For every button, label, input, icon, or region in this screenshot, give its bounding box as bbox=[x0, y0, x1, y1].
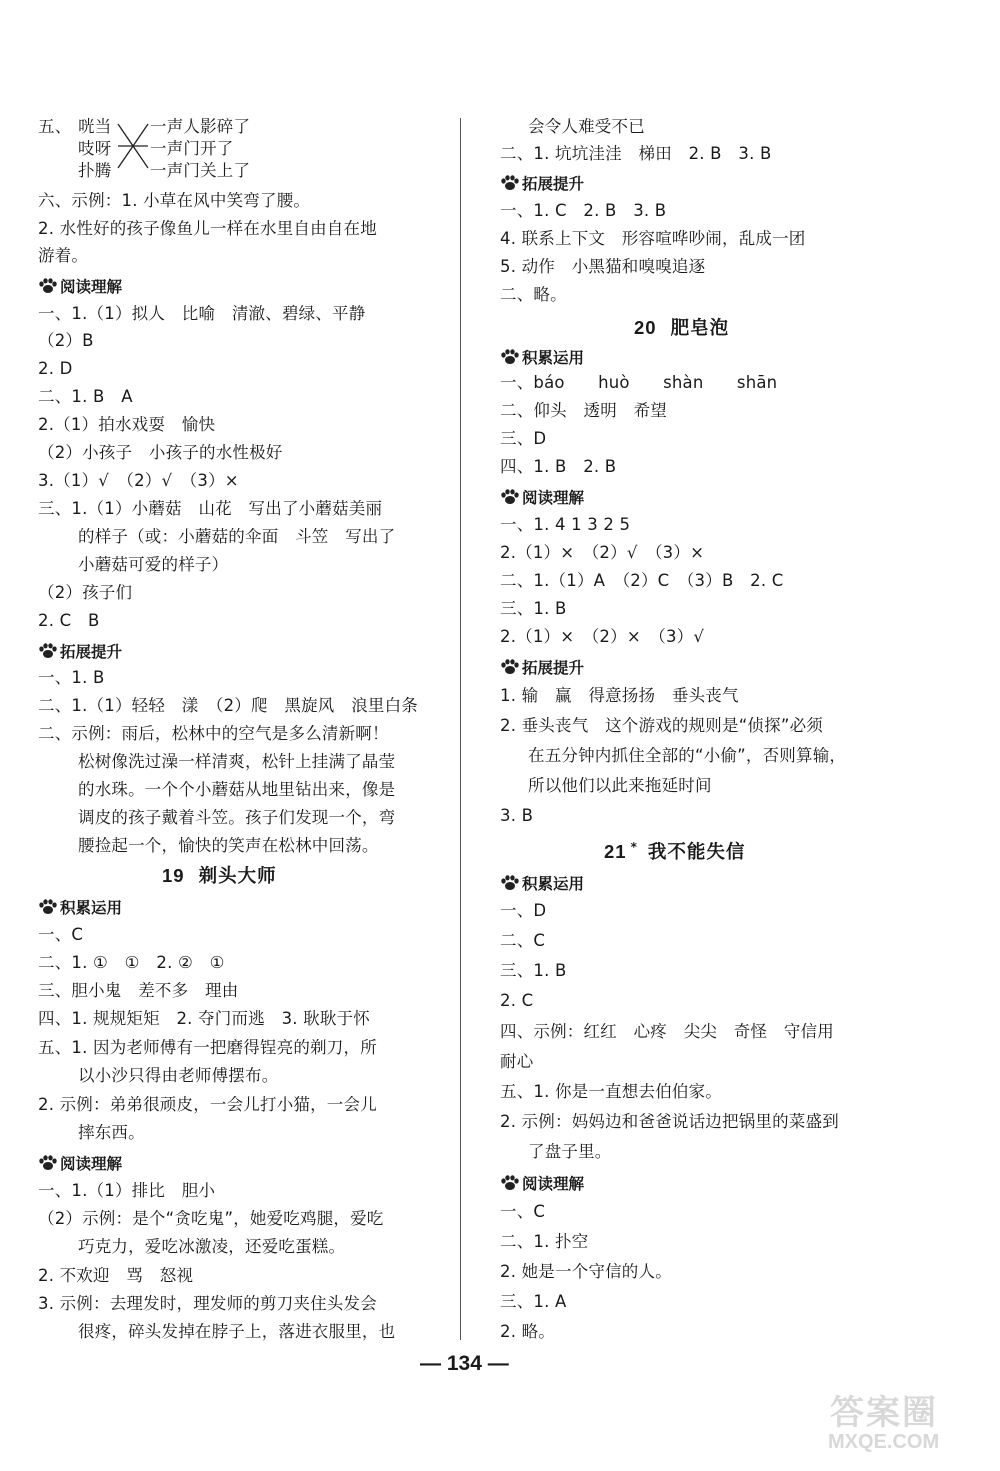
answer-line: 二、略。 bbox=[500, 285, 567, 304]
answer-line: 一、C bbox=[38, 925, 84, 944]
answer-line: 三、胆小鬼 差不多 理由 bbox=[38, 981, 239, 1000]
answer-line: 二、示例：雨后，松林中的空气是多么清新啊！ bbox=[38, 724, 389, 743]
answer-line: 一、1.（1）拟人 比喻 清澈、碧绿、平静 bbox=[38, 304, 366, 323]
section-heading: 阅读理解 bbox=[38, 275, 122, 297]
answer-line: 3.（1）√ （2）√ （3）× bbox=[38, 471, 239, 490]
section-heading: 拓展提升 bbox=[500, 172, 584, 194]
match-phrase: 一声门关上了 bbox=[150, 161, 251, 180]
answer-line: 松树像洗过澡一样清爽，松针上挂满了晶莹 bbox=[78, 752, 396, 771]
answer-line: 1. 输 赢 得意扬扬 垂头丧气 bbox=[500, 686, 739, 705]
answer-line: 三、1.（1）小蘑菇 山花 写出了小蘑菇美丽 bbox=[38, 499, 383, 518]
paw-icon bbox=[500, 1175, 520, 1191]
section-heading: 积累运用 bbox=[500, 346, 584, 368]
answer-line: 一、1. B bbox=[38, 668, 105, 687]
answer-line: 一、1. 4 1 3 2 5 bbox=[500, 515, 631, 534]
answer-line: 巧克力，爱吃冰激凌，还爱吃蛋糕。 bbox=[78, 1237, 346, 1256]
answer-line: 二、1.（1）轻轻 漾 （2）爬 黑旋风 浪里白条 bbox=[38, 696, 418, 715]
answer-line: 二、1. 坑坑洼洼 梯田 2. B 3. B bbox=[500, 144, 772, 163]
section-heading: 阅读理解 bbox=[500, 1172, 584, 1194]
answer-line: 在五分钟内抓住全部的“小偷”，否则算输， bbox=[528, 746, 847, 765]
answer-line: 2.（1）× （2）× （3）√ bbox=[500, 627, 705, 646]
answer-line: 二、1. ① ① 2. ② ① bbox=[38, 953, 225, 972]
answer-line: 以小沙只得由老师傅摆布。 bbox=[78, 1066, 279, 1085]
answer-line: （2）孩子们 bbox=[38, 583, 133, 602]
answer-line: 2. 水性好的孩子像鱼儿一样在水里自由自在地 bbox=[38, 219, 377, 238]
answer-line: 2. D bbox=[38, 359, 73, 378]
answer-line: 2. C B bbox=[38, 611, 100, 630]
answer-line: 5. 动作 小黑猫和嗅嗅追逐 bbox=[500, 257, 706, 276]
lesson-title-19: 19 剃头大师 bbox=[162, 865, 277, 887]
answer-line: 2. 她是一个守信的人。 bbox=[500, 1262, 672, 1281]
answer-line: 五、1. 因为老师傅有一把磨得锃亮的剃刀，所 bbox=[38, 1038, 377, 1057]
paw-icon bbox=[38, 899, 58, 915]
answer-line: 二、1. B A bbox=[38, 387, 133, 406]
paw-icon bbox=[500, 349, 520, 365]
answer-line: 3. B bbox=[500, 806, 534, 825]
match-word: 扑腾 bbox=[78, 161, 112, 180]
answer-line: 的水珠。一个个小蘑菇从地里钻出来，像是 bbox=[78, 780, 396, 799]
section-heading: 阅读理解 bbox=[38, 1152, 122, 1174]
section-heading: 积累运用 bbox=[38, 896, 122, 918]
answer-line: 一、C bbox=[500, 1202, 546, 1221]
answer-line: （2）B bbox=[38, 331, 94, 350]
answer-line: 二、1.（1）A （2）C （3）B 2. C bbox=[500, 571, 784, 590]
match-lines bbox=[116, 120, 150, 172]
answer-line: 2.（1）× （2）√ （3）× bbox=[500, 543, 705, 562]
answer-line: 一、1.（1）排比 胆小 bbox=[38, 1181, 216, 1200]
answer-line: 腰捡起一个，愉快的笑声在松林中回荡。 bbox=[78, 836, 379, 855]
answer-line: （2）示例：是个“贪吃鬼”，她爱吃鸡腿，爱吃 bbox=[38, 1209, 384, 1228]
paw-icon bbox=[500, 175, 520, 191]
answer-line: 三、1. A bbox=[500, 1292, 567, 1311]
answer-line: 游着。 bbox=[38, 246, 89, 265]
answer-line: 小蘑菇可爱的样子） bbox=[78, 555, 229, 574]
watermark-url: MXQE.COM bbox=[828, 1431, 940, 1453]
lesson-title-21: 21 * 我不能失信 bbox=[604, 839, 746, 863]
answer-line: 四、1. 规规矩矩 2. 夺门而逃 3. 耿耿于怀 bbox=[38, 1009, 370, 1028]
column-divider bbox=[460, 118, 461, 1340]
answer-line: 二、1. 扑空 bbox=[500, 1232, 589, 1251]
answer-line: 六、示例：1. 小草在风中笑弯了腰。 bbox=[38, 191, 311, 210]
answer-line: 2. 略。 bbox=[500, 1322, 555, 1341]
answer-line: 一、1. C 2. B 3. B bbox=[500, 201, 667, 220]
answer-line: 的样子（或：小蘑菇的伞面 斗笠 写出了 bbox=[78, 527, 396, 546]
section-heading: 阅读理解 bbox=[500, 486, 584, 508]
answer-line: 了盘子里。 bbox=[528, 1142, 612, 1161]
answer-line: 三、D bbox=[500, 429, 547, 448]
answer-line: 所以他们以此来拖延时间 bbox=[528, 776, 712, 795]
section-heading: 拓展提升 bbox=[500, 656, 584, 678]
answer-line: 耐心 bbox=[500, 1052, 534, 1071]
answer-line: 二、C bbox=[500, 931, 546, 950]
answer-line: 2. 示例：妈妈边和爸爸说话边把锅里的菜盛到 bbox=[500, 1112, 839, 1131]
paw-icon bbox=[38, 643, 58, 659]
answer-line: 四、示例：红红 心疼 尖尖 奇怪 守信用 bbox=[500, 1022, 834, 1041]
answer-line: 2. 垂头丧气 这个游戏的规则是“侦探”必须 bbox=[500, 716, 823, 735]
section-heading: 拓展提升 bbox=[38, 640, 122, 662]
answer-line: 一、báo huò shàn shān bbox=[500, 373, 778, 392]
watermark-text: 答案圈 bbox=[830, 1393, 938, 1433]
answer-line: 2. 示例：弟弟很顽皮，一会儿打小猫，一会儿 bbox=[38, 1095, 377, 1114]
answer-line: 2. 不欢迎 骂 怒视 bbox=[38, 1266, 194, 1285]
match-phrase: 一声人影碎了 bbox=[150, 117, 251, 136]
paw-icon bbox=[38, 278, 58, 294]
answer-line: 调皮的孩子戴着斗笠。孩子们发现一个，弯 bbox=[78, 808, 396, 827]
match-word: 吱呀 bbox=[78, 139, 112, 158]
answer-line: 四、1. B 2. B bbox=[500, 457, 617, 476]
page-number: — 134 — bbox=[420, 1352, 509, 1375]
answer-line: 五、1. 你是一直想去伯伯家。 bbox=[500, 1082, 722, 1101]
answer-line: 4. 联系上下文 形容喧哗吵闹，乱成一团 bbox=[500, 229, 806, 248]
section-heading: 积累运用 bbox=[500, 872, 584, 894]
answer-line: 摔东西。 bbox=[78, 1123, 145, 1142]
answer-line: 2.（1）拍水戏耍 愉快 bbox=[38, 415, 216, 434]
answer-line: （2）小孩子 小孩子的水性极好 bbox=[38, 443, 283, 462]
watermark-logo bbox=[820, 1385, 980, 1465]
answer-line: 三、1. B bbox=[500, 961, 567, 980]
answer-line: 会令人难受不已 bbox=[528, 117, 645, 136]
answer-line: 一、D bbox=[500, 901, 547, 920]
match-question-label: 五、 bbox=[38, 117, 72, 136]
answer-line: 3. 示例：去理发时，理发师的剪刀夹住头发会 bbox=[38, 1294, 377, 1313]
match-word: 咣当 bbox=[78, 117, 112, 136]
paw-icon bbox=[500, 875, 520, 891]
answer-line: 很疼，碎头发掉在脖子上，落进衣服里，也 bbox=[78, 1322, 396, 1341]
lesson-title-20: 20 肥皂泡 bbox=[634, 317, 730, 339]
answer-line: 2. C bbox=[500, 991, 534, 1010]
answer-line: 二、仰头 透明 希望 bbox=[500, 401, 667, 420]
paw-icon bbox=[500, 489, 520, 505]
answer-line: 三、1. B bbox=[500, 599, 567, 618]
paw-icon bbox=[38, 1155, 58, 1171]
paw-icon bbox=[500, 659, 520, 675]
match-phrase: 一声门开了 bbox=[150, 139, 234, 158]
